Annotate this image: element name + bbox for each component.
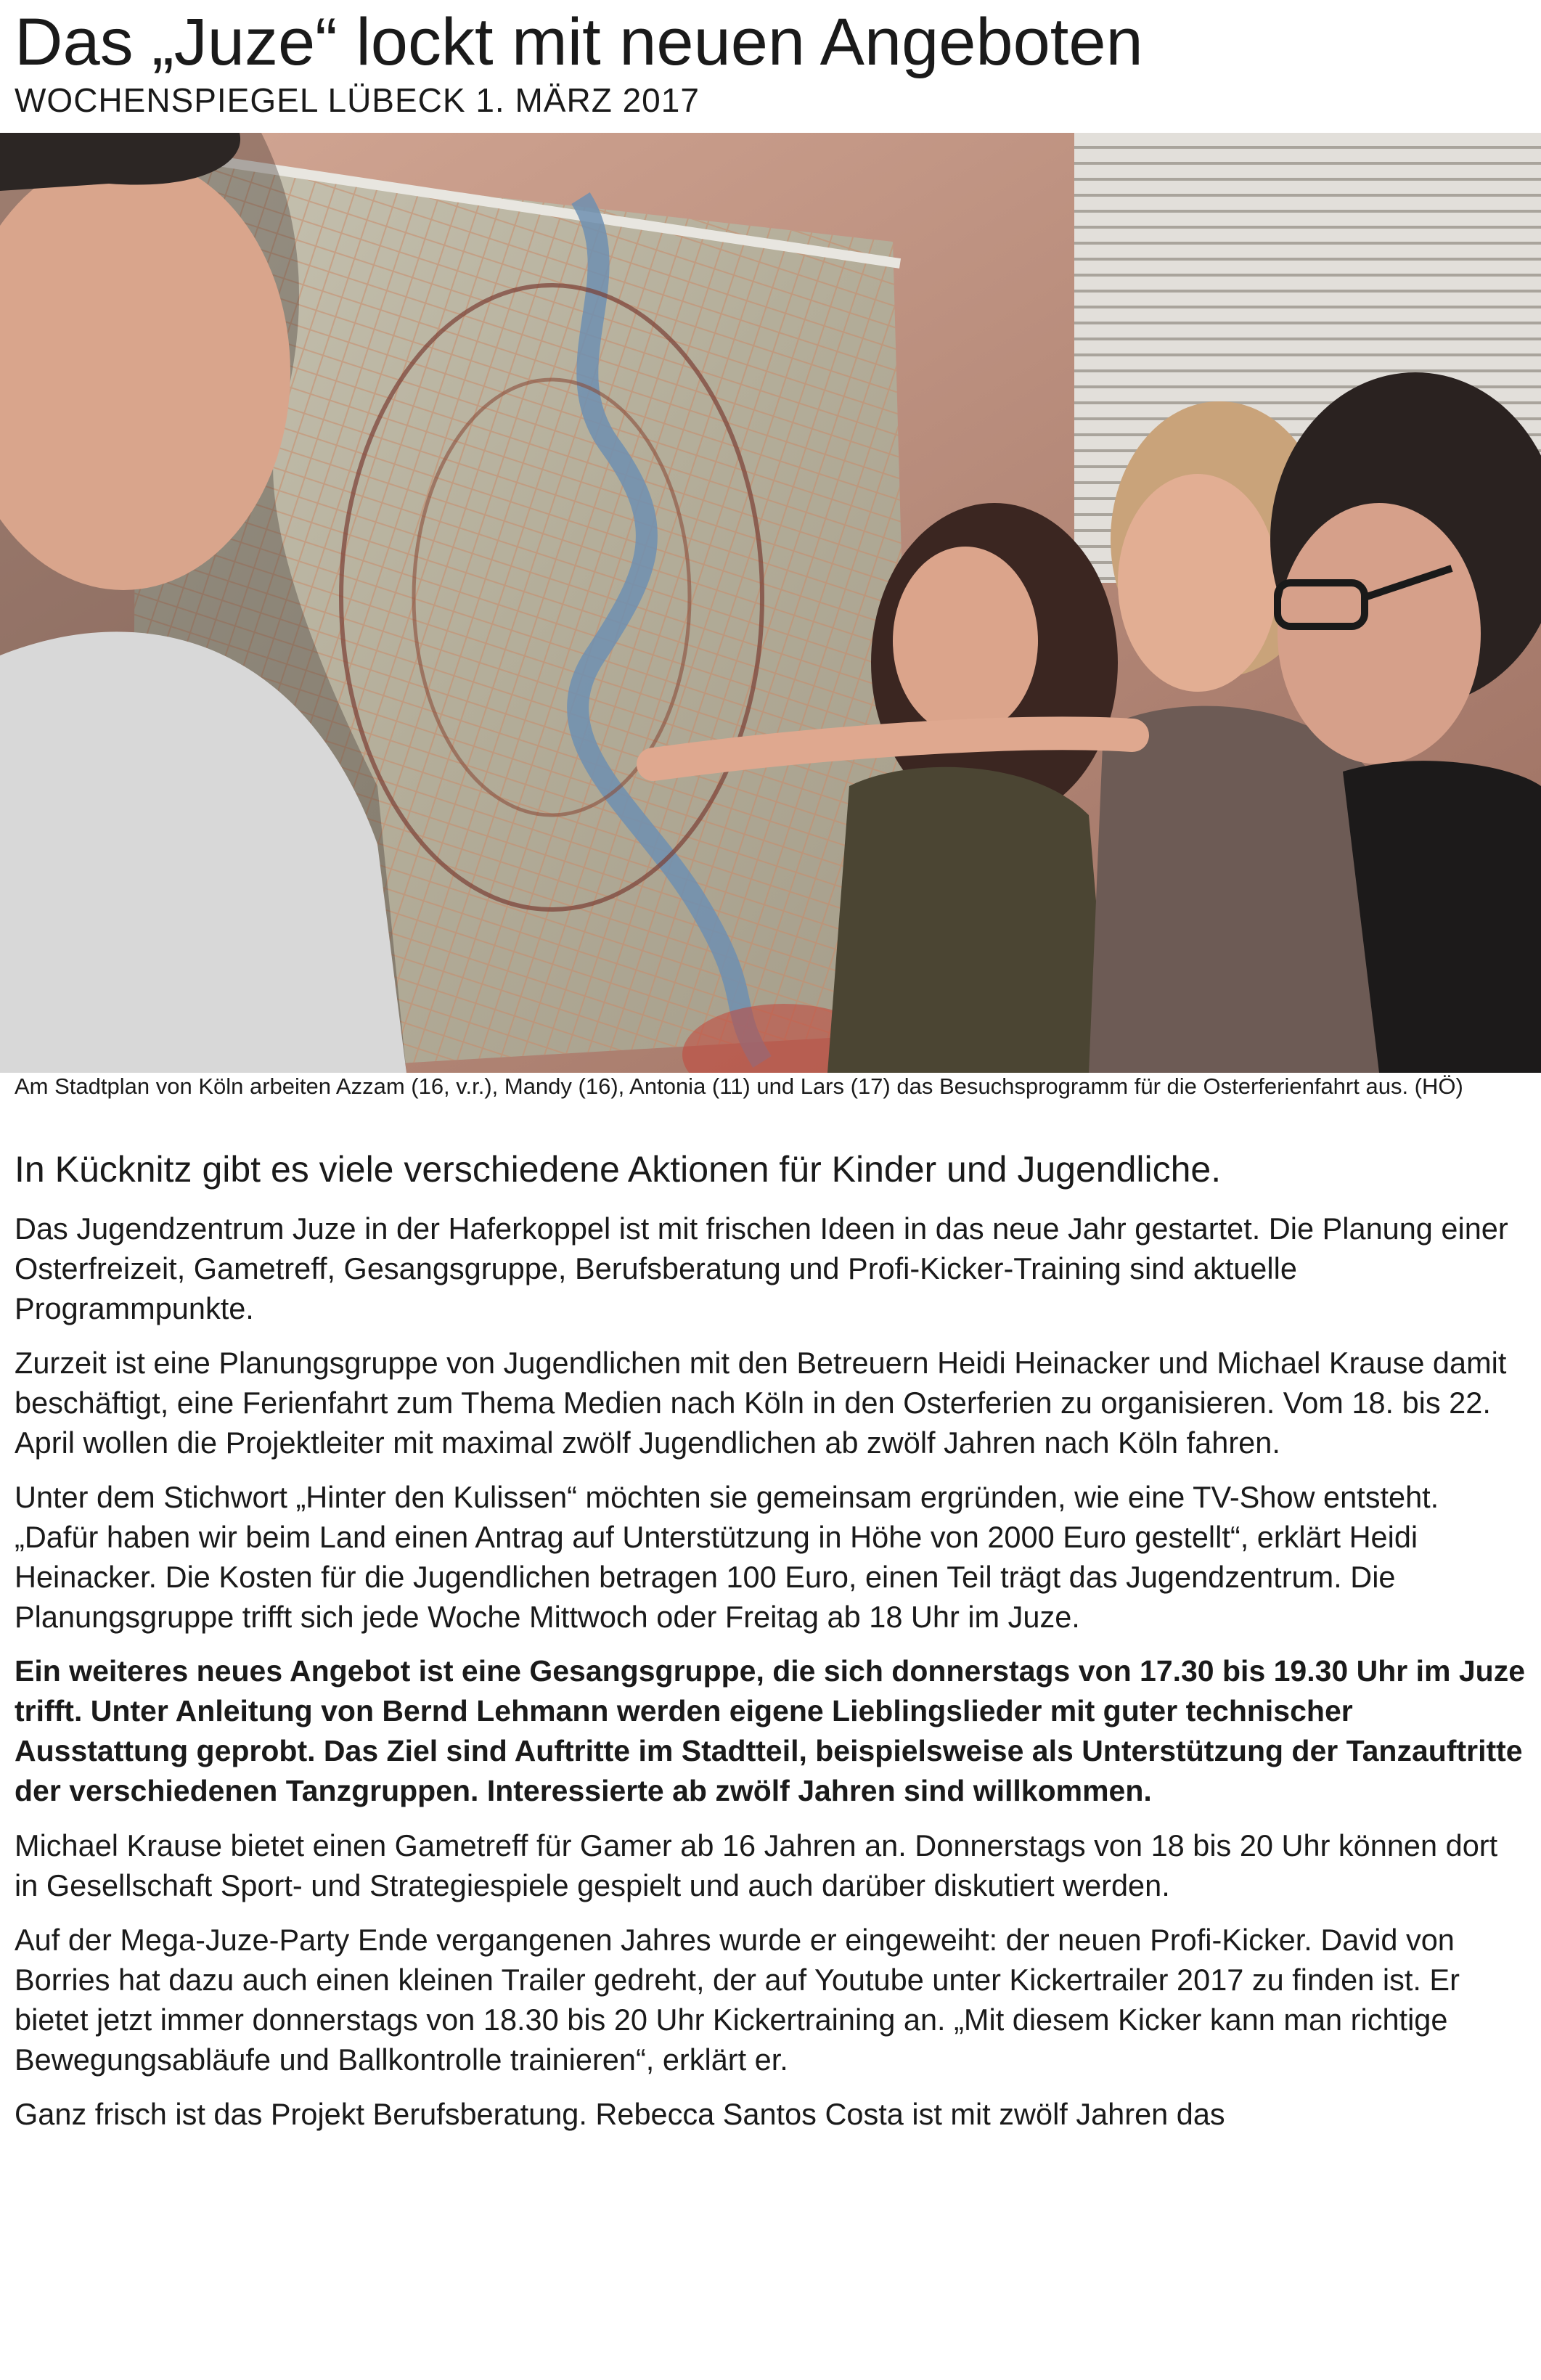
headline: Das „Juze“ lockt mit neuen Angeboten: [15, 5, 1143, 79]
lead-paragraph: In Kücknitz gibt es viele verschiedene Aktionen für Kinder und Jugendliche.: [15, 1149, 1222, 1190]
paragraph: Auf der Mega-Juze-Party Ende vergangenen Jahres wurde er eingeweiht: der neuen Profi-Kicker. David von Borries hat dazu auch einen kleinen Trailer gedreht, der auf Youtube unter Kickertrailer 2017 zu finden ist. Er bietet jetzt immer donnerstags von 18.30 bis 20 Uhr Kickertraining an. „Mit diesem Kicker kann man richtige Bewegungsabläufe und Ballkontrolle trainieren“, erklärt er.: [15, 1923, 1460, 2077]
article-body: [15, 1209, 1528, 2148]
photo-caption: Am Stadtplan von Köln arbeiten Azzam (16, v.r.), Mandy (16), Antonia (11) und Lars (17) das Besuchsprogramm für die Osterferienfahrt aus. (HÖ): [15, 1074, 1463, 1099]
dateline: WOCHENSPIEGEL LÜBECK 1. MÄRZ 2017: [15, 81, 700, 119]
paragraph: Das Jugendzentrum Juze in der Haferkoppel ist mit frischen Ideen in das neue Jahr gestartet. Die Planung einer Osterfreizeit, Gametreff, Gesangsgruppe, Berufsberatung und Profi-Kicker-Training sind aktuelle Programmpunkte.: [15, 1211, 1508, 1325]
paragraph-bold: Ein weiteres neues Angebot ist eine Gesangsgruppe, die sich donnerstags von 17.30 bis 19.30 Uhr im Juze trifft. Unter Anleitung von Bernd Lehmann werden eigene Lieblingslieder mit guter technischer Ausstattung geprobt. Das Ziel sind Auftritte im Stadtteil, beispielsweise als Unterstützung der Tanzauftritte der verschiedenen Tanzgruppen. Interessierte ab zwölf Jahren sind willkommen.: [15, 1654, 1526, 1807]
paragraph: Unter dem Stichwort „Hinter den Kulissen“ möchten sie gemeinsam ergründen, wie eine TV-Show entsteht. „Dafür haben wir beim Land einen Antrag auf Unterstützung in Höhe von 2000 Euro gestellt“, erklärt Heidi Heinacker. Die Kosten für die Jugendlichen betragen 100 Euro, einen Teil trägt das Jugendzentrum. Die Planungsgruppe trifft sich jede Woche Mittwoch oder Freitag ab 18 Uhr im Juze.: [15, 1480, 1439, 1634]
paragraph: Ganz frisch ist das Projekt Berufsberatung. Rebecca Santos Costa ist mit zwölf Jahren das: [15, 2097, 1225, 2131]
article-photo: [0, 133, 1541, 1073]
paragraph: Zurzeit ist eine Planungsgruppe von Jugendlichen mit den Betreuern Heidi Heinacker und Michael Krause damit beschäftigt, eine Ferienfahrt zum Thema Medien nach Köln in den Osterferien zu organisieren. Vom 18. bis 22. April wollen die Projektleiter mit maximal zwölf Jugendlichen ab zwölf Jahren nach Köln fahren.: [15, 1346, 1507, 1460]
paragraph: Michael Krause bietet einen Gametreff für Gamer ab 16 Jahren an. Donnerstags von 18 bis 20 Uhr können dort in Gesellschaft Sport- und Strategiespiele gespielt und auch darüber diskutiert werden.: [15, 1828, 1498, 1902]
person-girl-scarf: [827, 767, 1111, 1073]
photo-illustration: [0, 133, 1541, 1073]
